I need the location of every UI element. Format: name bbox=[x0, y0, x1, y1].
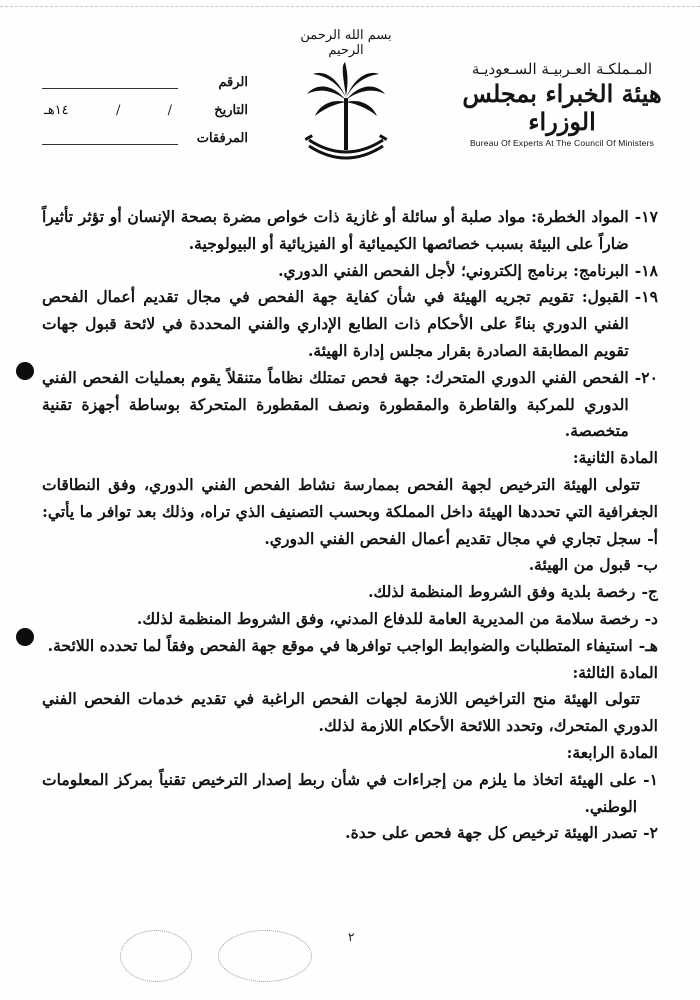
item-letter: د- bbox=[644, 608, 658, 628]
document-body bbox=[42, 204, 658, 847]
date-value bbox=[38, 103, 178, 118]
attachments-row bbox=[38, 124, 248, 152]
number-field-line bbox=[42, 76, 178, 89]
letter-meta bbox=[38, 68, 248, 152]
page-number: ٢ bbox=[348, 930, 355, 944]
definition-18 bbox=[42, 258, 658, 285]
item-text: سجل تجاري في مجال تقديم أعمال الفحص الفني الدوري. bbox=[264, 528, 642, 548]
article-4-title: المادة الرابعة: bbox=[566, 742, 658, 762]
item-number: ١٩- bbox=[634, 287, 658, 307]
item-letter: ج- bbox=[641, 582, 658, 602]
item-text: رخصة بلدية وفق الشروط المنظمة لذلك. bbox=[368, 582, 636, 602]
attachments-field-line bbox=[42, 132, 178, 145]
date-sep-1: / bbox=[167, 102, 172, 118]
article-3-text: تتولى الهيئة منح التراخيص اللازمة لجهات الفحص الراغبة في تقديم خدمات الفحص الفني الدوري المتحرك، وتحدد اللائحة الأحكام اللازمة لذلك. bbox=[42, 689, 658, 736]
item-number: ١- bbox=[643, 769, 658, 789]
item-text: المواد الخطرة: مواد صلبة أو سائلة أو غازية ذات خواص مضرة بصحة الإنسان أو تؤثر تأثيراً ضاراً على البيئة بسبب خصائصها الكيميائية أو الفيزيائية أو البيولوجية. bbox=[42, 207, 629, 253]
article-4-item-2 bbox=[42, 820, 658, 847]
definition-19 bbox=[42, 284, 658, 364]
article-2-item-b bbox=[42, 552, 658, 579]
item-text: قبول من الهيئة. bbox=[528, 555, 631, 575]
article-2-text: تتولى الهيئة الترخيص لجهة الفحص بممارسة نشاط الفحص الفني الدوري، وفق النطاقات الجغرافية التي تحددها الهيئة داخل المملكة وبحسب التصنيف الذي تراه، وذلك بعد توافر ما يأتي: bbox=[42, 474, 658, 521]
item-number: ٢٠- bbox=[634, 367, 658, 387]
number-row bbox=[38, 68, 248, 96]
punch-hole-top bbox=[16, 362, 34, 380]
emblem bbox=[296, 28, 396, 168]
item-letter: ب- bbox=[636, 555, 658, 575]
date-label: التاريخ bbox=[214, 102, 248, 118]
definition-17 bbox=[42, 204, 658, 258]
date-row bbox=[38, 96, 248, 124]
article-4-item-1 bbox=[42, 767, 658, 821]
item-text: على الهيئة اتخاذ ما يلزم من إجراءات في شأن ربط إصدار الترخيص تقنياً بمركز المعلومات الوطني. bbox=[42, 769, 638, 816]
item-text: رخصة سلامة من المديرية العامة للدفاع المدني، وفق الشروط المنظمة لذلك. bbox=[136, 608, 639, 628]
definition-20 bbox=[42, 365, 658, 445]
date-sep-2: / bbox=[115, 102, 121, 118]
kingdom-name: المـملكـة العـربيـة السـعوديـة bbox=[471, 60, 653, 78]
item-text: تصدر الهيئة ترخيص كل جهة فحص على حدة. bbox=[345, 823, 638, 843]
article-3-title: المادة الثالثة: bbox=[572, 662, 658, 682]
article-2-item-e bbox=[42, 633, 658, 660]
letterhead-right bbox=[462, 60, 662, 148]
attachments-label: المرفقات bbox=[196, 130, 248, 146]
item-number: ١٧- bbox=[634, 207, 658, 226]
article-2-item-a bbox=[42, 526, 658, 553]
date-year: ١٤هـ bbox=[44, 102, 69, 118]
item-letter: هـ- bbox=[638, 635, 658, 655]
seal-stamp-left bbox=[120, 930, 192, 982]
article-2-title: المادة الثانية: bbox=[572, 448, 658, 468]
palm-and-swords-icon bbox=[301, 60, 391, 170]
item-letter: أ- bbox=[647, 528, 658, 548]
item-number: ١٨- bbox=[634, 260, 658, 280]
item-text: البرنامج: برنامج إلكتروني؛ لأجل الفحص الفني الدوري. bbox=[278, 260, 629, 280]
scan-edge-line bbox=[0, 6, 700, 7]
item-text: استيفاء المتطلبات والضوابط الواجب توافرها في موقع جهة الفحص وفقاً لما تحدده اللائحة. bbox=[47, 635, 633, 655]
punch-hole-bottom bbox=[16, 628, 34, 646]
seal-stamp-right bbox=[218, 930, 312, 982]
item-text: الفحص الفني الدوري المتحرك: جهة فحص تمتلك نظاماً متنقلاً يقوم بعمليات الفحص الفني الدوري للمركبة والقاطرة والمقطورة ونصف المقطورة المتحركة بوساطة أجهزة تقنية متخصصة. bbox=[42, 367, 629, 441]
bureau-name-english: Bureau Of Experts At The Council Of Ministers bbox=[469, 138, 655, 148]
basmala: بسم الله الرحمن الرحيم bbox=[300, 28, 392, 58]
item-text: القبول: تقويم تجريه الهيئة في شأن كفاية جهة الفحص في مجال تقديم أعمال الفحص الفني الدوري بناءً على الأحكام ذات الطابع الإداري والفني المحددة في لائحة قبول جهات تقويم المطابقة الصادرة بقرار مجلس إدارة الهيئة. bbox=[42, 287, 629, 360]
item-number: ٢- bbox=[643, 823, 658, 843]
number-label: الرقم bbox=[218, 74, 248, 90]
bureau-name-arabic: هيئة الخبراء بمجلس الوزراء bbox=[462, 79, 662, 136]
article-2-item-d bbox=[42, 606, 658, 633]
article-2-item-c bbox=[42, 579, 658, 606]
